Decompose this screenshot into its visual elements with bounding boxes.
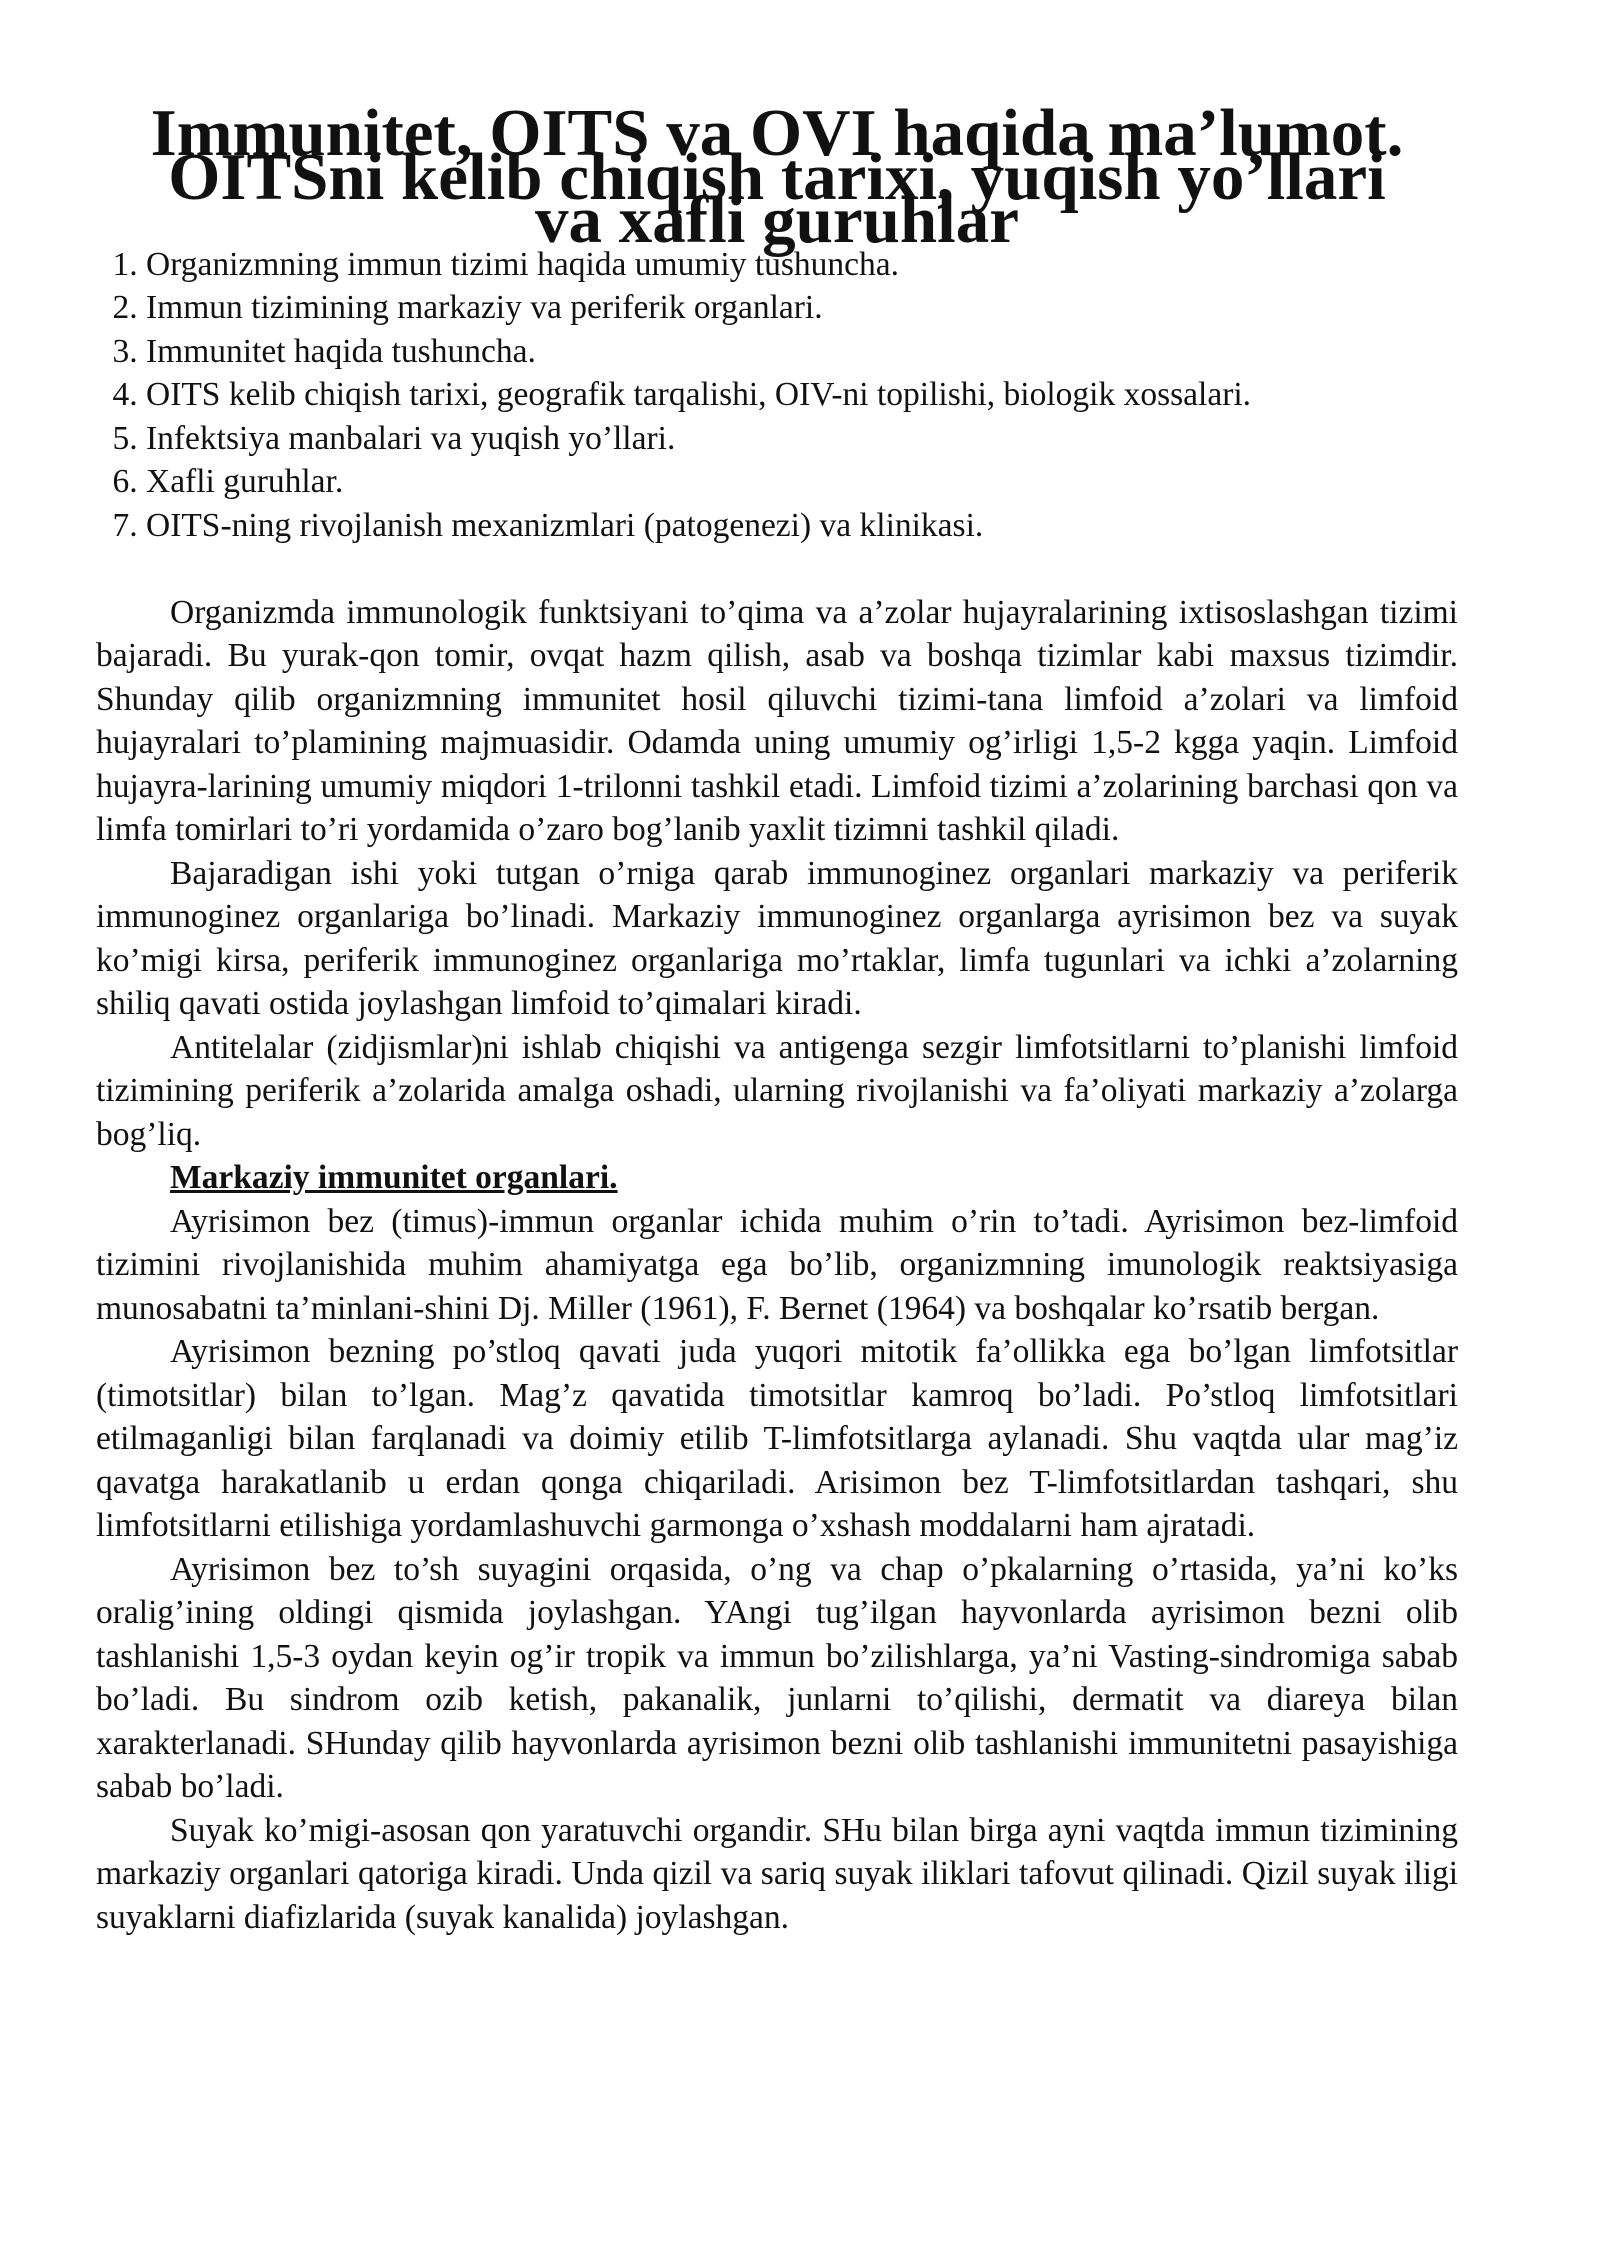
outline-item: 2. Immun tizimining markaziy va periferik organlari. xyxy=(146,286,1458,330)
section-heading: Markaziy immunitet organlari. xyxy=(170,1159,618,1196)
outline-item: 5. Infektsiya manbalari va yuqish yo’llari. xyxy=(146,417,1458,461)
outline-item: 6. Xafli guruhlar. xyxy=(146,460,1458,504)
document-title: Immunitet, OITS va OVI haqida ma’lumot. OITSni kelib chiqish tarixi, yuqish yo’llari va xafli guruhlar xyxy=(150,96,1404,257)
topic-outline xyxy=(96,243,1458,548)
body-paragraph: Ayrisimon bezning po’stloq qavati juda yuqori mitotik fa’ollikka ega bo’lgan limfotsitlar (timotsitlar) bilan to’lgan. Mag’z qavatida timotsitlar kamroq bo’ladi. Po’stloq limfotsitlari etilmaganligi bilan farqlanadi va doimiy etilib T-limfotsitlarga aylanadi. Shu vaqtda ular mag’iz qavatga harakatlanib u erdan qonga chiqariladi. Arisimon bez T-limfotsitlardan tashqari, shu limfotsitlarni etilishiga yordamlashuvchi garmonga o’xshash moddalarni ham ajratadi. xyxy=(96,1333,1458,1544)
blank-line xyxy=(96,547,1458,591)
outline-item: 4. OITS kelib chiqish tarixi, geografik tarqalishi, OIV-ni topilishi, biologik xossalari. xyxy=(146,373,1458,417)
outline-item: 1. Organizmning immun tizimi haqida umumiy tushuncha. xyxy=(146,243,1458,287)
body-paragraph: Suyak ko’migi-asosan qon yaratuvchi organdir. SHu bilan birga ayni vaqtda immun tizimining markaziy organlari qatoriga kiradi. Unda qizil va sariq suyak iliklari tafovut qilinadi. Qizil suyak iligi suyaklarni diafizlarida (suyak kanalida) joylashgan. xyxy=(96,1811,1458,1936)
body-paragraph: Bajaradigan ishi yoki tutgan o’rniga qarab immunoginez organlari markaziy va periferik immunoginez organlariga bo’linadi. Markaziy immunoginez organlarga ayrisimon bez va suyak ko’migi kirsa, periferik immunoginez organlariga mo’rtaklar, limfa tugunlari va ichki a’zolarning shiliq qavati ostida joylashgan limfoid to’qimalari kiradi. xyxy=(96,854,1458,1022)
body-paragraph: Ayrisimon bez to’sh suyagini orqasida, o’ng va chap o’pkalarning o’rtasida, ya’ni ko’ks oralig’ining oldingi qismida joylashgan. YAngi tug’ilgan hayvonlarda ayrisimon bezni olib tashlanishi 1,5-3 oydan keyin og’ir tropik va immun bo’zilishlarga, ya’ni Vasting-sindromiga sabab bo’ladi. Bu sindrom ozib ketish, pakanalik, junlarni to’qilishi, dermatit va diareya bilan xarakterlanadi. SHunday qilib hayvonlarda ayrisimon bezni olib tashlanishi immunitetni pasayishiga sabab bo’ladi. xyxy=(96,1550,1458,1805)
outline-item: 7. OITS-ning rivojlanish mexanizmlari (patogenezi) va klinikasi. xyxy=(146,504,1458,548)
body-paragraph: Antitelalar (zidjismlar)ni ishlab chiqishi va antigenga sezgir limfotsitlarni to’planishi limfoid tizimining periferik a’zolarida amalga oshadi, ularning rivojlanishi va fa’oliyati markaziy a’zolarga bog’liq. xyxy=(96,1028,1458,1153)
body-paragraph: Organizmda immunologik funktsiyani to’qima va a’zolar hujayralarining ixtisoslashgan tizimi bajaradi. Bu yurak-qon tomir, ovqat hazm qilish, asab va boshqa tizimlar kabi maxsus tizimdir. Shunday qilib organizmning immunitet hosil qiluvchi tizimi-tana limfoid a’zolari va limfoid hujayralari to’plamining majmuasidir. Odamda uning umumiy og’irligi 1,5-2 kgga yaqin. Limfoid hujayra-larining umumiy miqdori 1-trilonni tashkil etadi. Limfoid tizimi a’zolarining barchasi qon va limfa tomirlari to’ri yordamida o’zaro bog’lanib yaxlit tizimni tashkil qiladi. xyxy=(96,593,1458,848)
body-paragraph: Ayrisimon bez (timus)-immun organlar ichida muhim o’rin to’tadi. Ayrisimon bez-limfoid tizimini rivojlanishida muhim ahamiyatga ega bo’lib, organizmning imunologik reaktsiyasiga munosabatni ta’minlani-shini Dj. Miller (1961), F. Bernet (1964) va boshqalar ko’rsatib bergan. xyxy=(96,1202,1458,1327)
outline-item: 3. Immunitet haqida tushuncha. xyxy=(146,330,1458,374)
document-page xyxy=(96,96,1458,1939)
